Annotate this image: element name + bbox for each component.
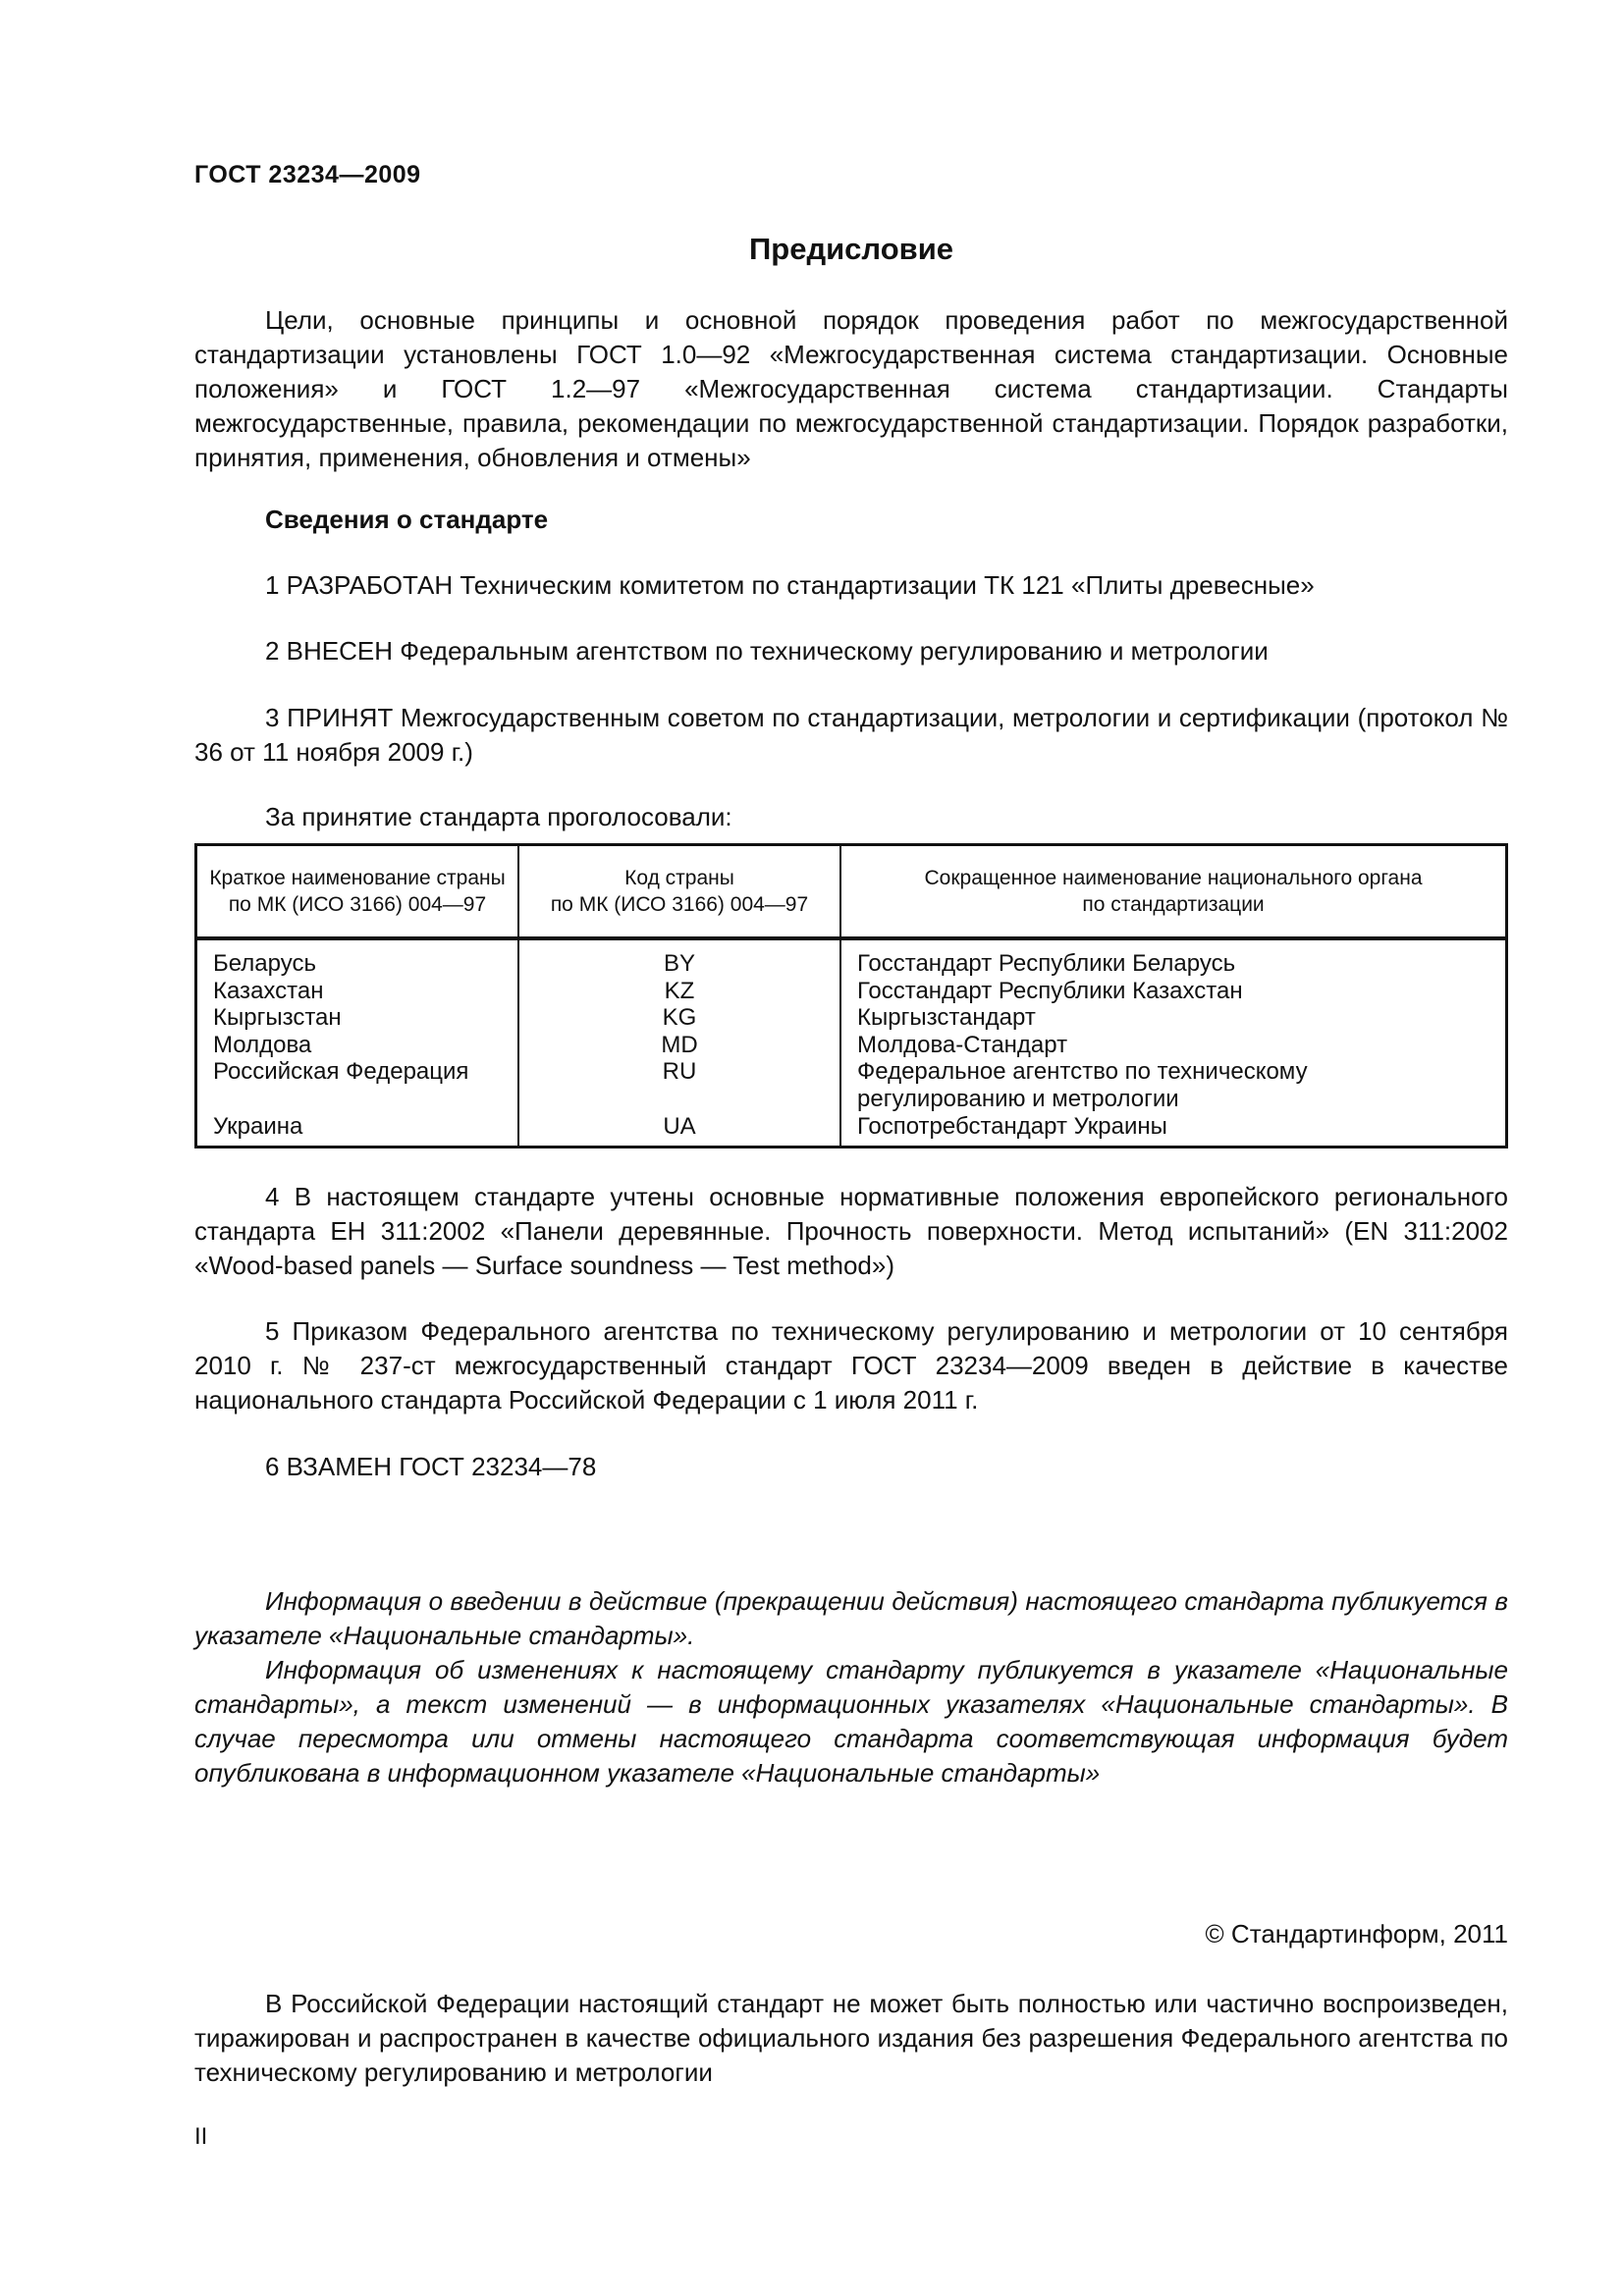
country-code: MD (661, 1031, 698, 1058)
header-body-line-1: Сокращенное наименование национального органа (924, 867, 1423, 889)
notice-paragraph-1: Информация о введении в действие (прекращении действия) настоящего стандарта публикуется в указателе «Национальные стандарты». (194, 1586, 1508, 1650)
country-name: Российская Федерация (213, 1058, 469, 1086)
item-european-standard: 4 В настоящем стандарте учтены основные нормативные положения европейского регионального стандарта ЕН 311:2002 «Панели деревянные. Прочность поверхности. Метод испытаний» (EN 311:2002 «Wood-based panels — Surface soundness — Test method») (194, 1182, 1508, 1280)
header-country (196, 845, 519, 939)
country-spacer (213, 1086, 502, 1113)
country-name: Казахстан (213, 977, 324, 1004)
intro-paragraph: Цели, основные принципы и основной порядок проведения работ по межгосударственной стандартизации установлены ГОСТ 1.0—92 «Межгосударственная система стандартизации. Основные положения» и ГОСТ 1.2—97 «Межгосударственная система стандартизации. Стандарты межгосударственные, правила, рекомендации по межгосударственной стандартизации. Порядок разработки, принятия, применения, обновления и отмены» (194, 305, 1508, 472)
item-developed: 1 РАЗРАБОТАН Техническим комитетом по стандартизации ТК 121 «Плиты древесные» (265, 570, 1315, 600)
national-body: Федеральное агентство по техническому (857, 1058, 1308, 1086)
info-heading: Сведения о стандарте (265, 505, 549, 534)
country-cell (196, 938, 519, 1148)
document-code: ГОСТ 23234—2009 (194, 161, 421, 188)
country-code: UA (663, 1112, 696, 1140)
body-cell (840, 938, 1507, 1148)
national-body: Госстандарт Республики Казахстан (857, 977, 1243, 1004)
voting-table (194, 843, 1508, 1148)
notice-paragraph-2: Информация об изменениях к настоящему стандарту публикуется в указателе «Национальные стандарты», а текст изменений — в информационных указателях «Национальные стандарты». В случае пересмотра или отмены настоящего стандарта соответствующая информация будет опубликована в информационном указателе «Национальные стандарты» (194, 1655, 1508, 1788)
page-title: Предисловие (748, 232, 953, 266)
country-name: Украина (213, 1112, 303, 1140)
national-body: Кыргызстандарт (857, 1004, 1036, 1032)
country-code: BY (663, 950, 695, 977)
table-header-row (196, 845, 1507, 939)
header-country-line-2: по МК (ИСО 3166) 004—97 (228, 893, 487, 916)
item-order: 5 Приказом Федерального агентства по техническому регулированию и метрологии от 10 сентября 2010 г. № 237-ст межгосударственный стандарт ГОСТ 23234—2009 введен в действие в качестве национального стандарта Российской Федерации с 1 июля 2011 г. (194, 1316, 1508, 1415)
country-name: Молдова (213, 1031, 312, 1058)
national-body-continued: регулированию и метрологии (857, 1085, 1179, 1112)
national-body: Госпотребстандарт Украины (857, 1112, 1167, 1140)
table-row (196, 938, 1507, 1148)
country-name: Кыргызстан (213, 1004, 342, 1032)
rights-paragraph: В Российской Федерации настоящий стандарт не может быть полностью или частично воспроизведен, тиражирован и распространен в качестве официального издания без разрешения Федерального агентства по техническому регулированию и метрологии (194, 1989, 1508, 2087)
national-body: Молдова-Стандарт (857, 1031, 1068, 1058)
country-code: RU (662, 1058, 697, 1086)
page-number: II (194, 2123, 208, 2150)
header-country-line-1: Краткое наименование страны (209, 867, 506, 889)
item-adopted: 3 ПРИНЯТ Межгосударственным советом по стандартизации, метрологии и сертификации (протокол № 36 от 11 ноября 2009 г.) (194, 703, 1508, 767)
code-spacer (535, 1086, 824, 1113)
item-replaces: 6 ВЗАМЕН ГОСТ 23234—78 (265, 1452, 597, 1481)
code-cell (518, 938, 840, 1148)
header-code-line-2: по МК (ИСО 3166) 004—97 (550, 893, 809, 916)
header-code (518, 845, 840, 939)
national-body: Госстандарт Республики Беларусь (857, 950, 1236, 977)
header-code-line-1: Код страны (624, 867, 734, 889)
country-code: KZ (664, 977, 695, 1004)
copyright-line: © Стандартинформ, 2011 (1205, 1919, 1508, 1949)
item-introduced: 2 ВНЕСЕН Федеральным агентством по техническому регулированию и метрологии (265, 636, 1269, 666)
voted-intro: За принятие стандарта проголосовали: (265, 802, 732, 831)
country-name: Беларусь (213, 950, 316, 977)
country-code: KG (662, 1004, 697, 1032)
header-body (840, 845, 1507, 939)
header-body-line-2: по стандартизации (1082, 893, 1265, 916)
